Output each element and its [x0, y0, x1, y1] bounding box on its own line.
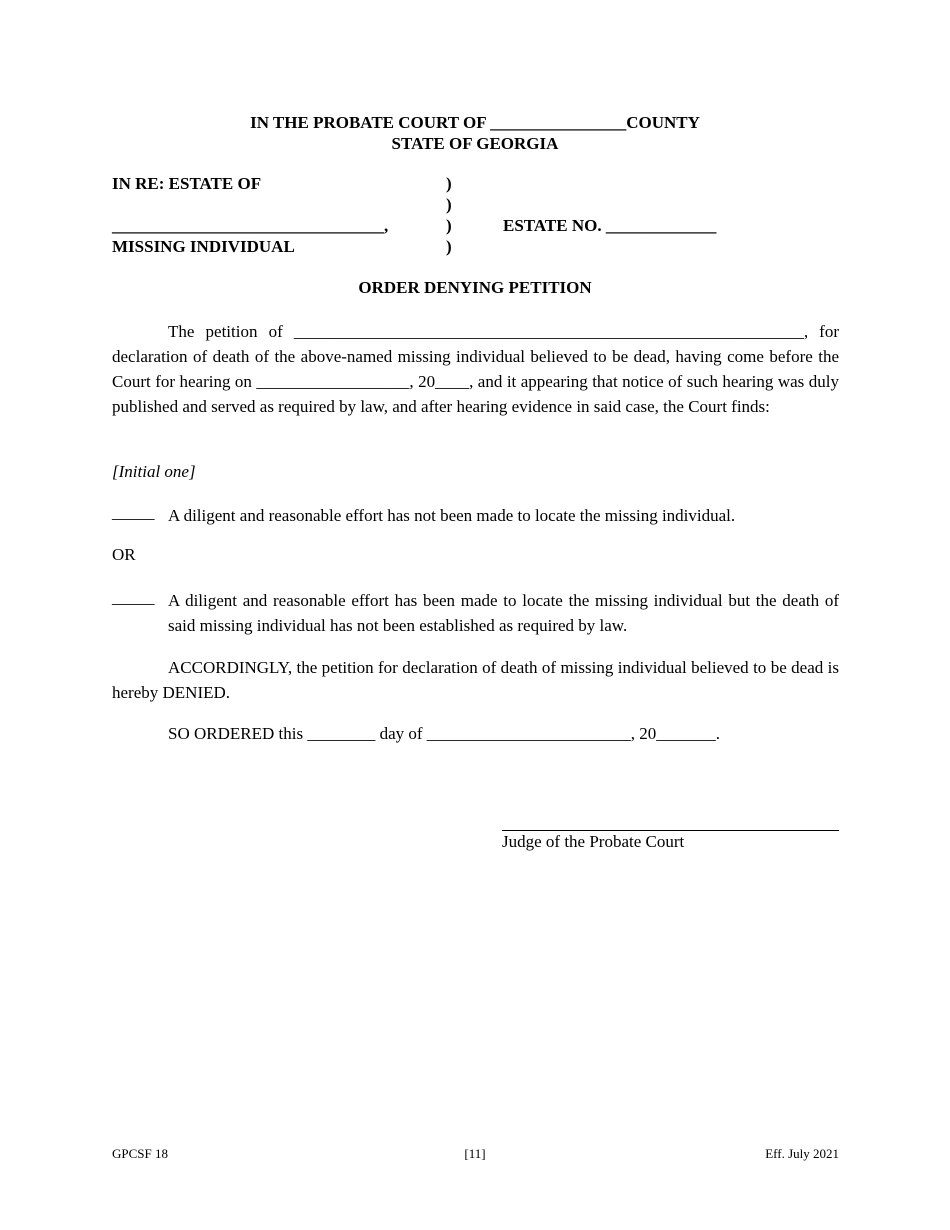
footer-effective-date: Eff. July 2021	[765, 1146, 839, 1161]
or-separator: OR	[112, 545, 136, 564]
missing-individual-label: MISSING INDIVIDUAL	[112, 237, 295, 256]
accordingly-paragraph: ACCORDINGLY, the petition for declaration of death of missing individual believed to be dead is hereby DENIED.	[112, 658, 839, 702]
judge-signature-line	[502, 830, 839, 831]
option1-initial-blank: _____	[112, 503, 155, 522]
option1-text: A diligent and reasonable effort has not been made to locate the missing individual.	[168, 506, 736, 525]
in-re-label: IN RE: ESTATE OF	[112, 174, 262, 193]
caption-paren-2: )	[446, 195, 452, 214]
state-heading: STATE OF GEORGIA	[391, 134, 559, 153]
order-title: ORDER DENYING PETITION	[358, 278, 592, 297]
judge-signature-label: Judge of the Probate Court	[502, 832, 685, 851]
footer-page-number: [11]	[464, 1146, 486, 1161]
court-heading: IN THE PROBATE COURT OF ________________COUNTY	[250, 113, 700, 132]
option2-initial-blank: _____	[112, 588, 155, 607]
petition-paragraph: The petition of ____________________________________________________________, for declaration of death of the above-named missing individual believed to be dead, having come before the Court for hearing on __________________, 20____, and it appearing that notice of such hearing was duly published and served as required by law, and after hearing evidence in said case, the Court finds:	[112, 322, 839, 416]
option2-text: A diligent and reasonable effort has been made to locate the missing individual but the death of said missing individual has not been established as required by law.	[168, 591, 839, 635]
caption-paren-3: )	[446, 216, 452, 235]
initial-one-instruction: [Initial one]	[112, 462, 196, 481]
caption-paren-1: )	[446, 174, 452, 193]
caption-paren-4: )	[446, 237, 452, 256]
estate-name-line: ________________________________,	[112, 216, 389, 235]
estate-number-field: ESTATE NO. _____________	[503, 216, 717, 235]
footer-form-id: GPCSF 18	[112, 1146, 168, 1161]
so-ordered-line: SO ORDERED this ________ day of ________________________, 20_______.	[168, 724, 721, 743]
